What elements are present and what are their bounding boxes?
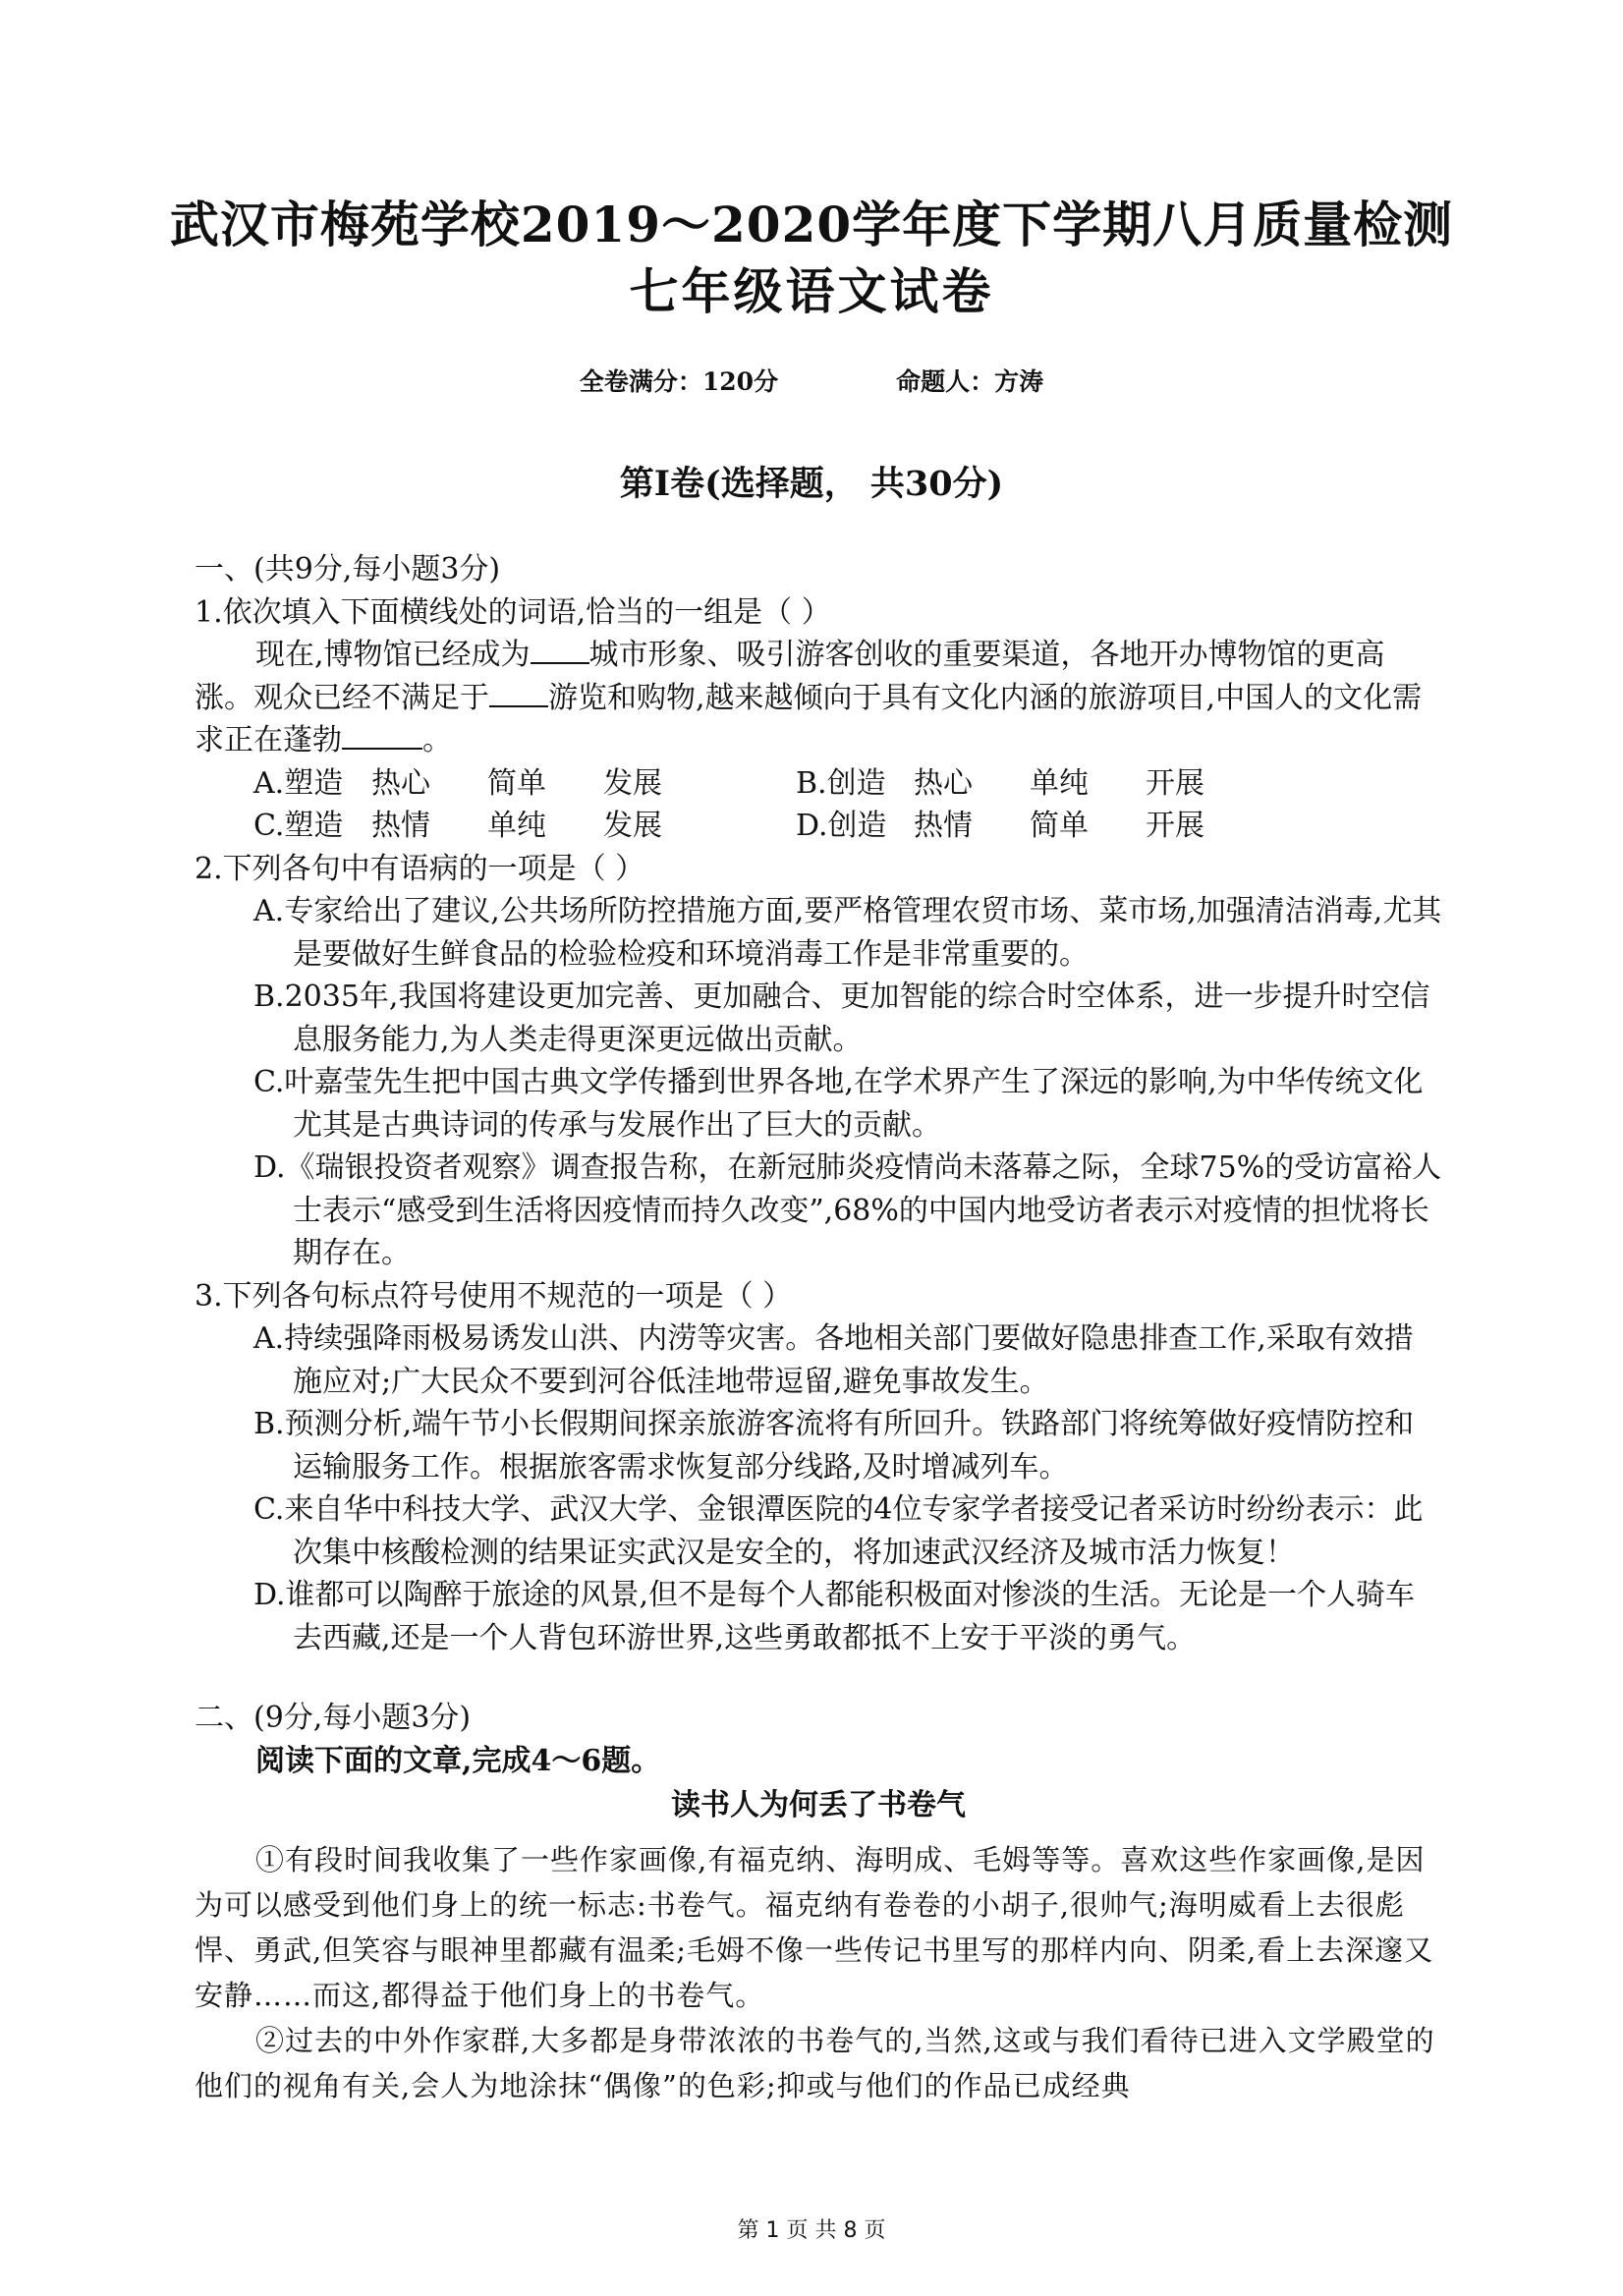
section2-heading: 二、(9分,每小题3分) — [195, 1701, 472, 1735]
q3-option-c: C.来自华中科技大学、武汉大学、金银潭医院的4位专家学者接受记者采访时纷纷表示：此次集中核酸检测的结果证实武汉是安全的，将加速武汉经济及城市活力恢复！ — [253, 1492, 1424, 1570]
full-score: 全卷满分：120分 — [579, 367, 779, 396]
q1-stem: 1.依次填入下面横线处的词语,恰当的一组是（ ） — [195, 594, 831, 630]
exam-title-line2: 七年级语文试卷 — [629, 262, 994, 320]
q1-options-row1: A.塑造 热心 简单 发展 B.创造 热心 单纯 开展 — [253, 765, 1204, 801]
q3-option-a: A.持续强降雨极易诱发山洪、内涝等灾害。各地相关部门要做好隐患排查工作,采取有效措施应对;广大民众不要到河谷低洼地带逗留,避免事故发生。 — [253, 1321, 1414, 1399]
volume-title: 第Ⅰ卷(选择题， 共30分) — [619, 464, 1004, 504]
exam-title-line1: 武汉市梅苑学校2019～2020学年度下学期八月质量检测 — [169, 196, 1454, 253]
exam-content — [195, 548, 1442, 2108]
q2-option-c: C.叶嘉莹先生把中国古典文学传播到世界各地,在学术界产生了深远的影响,为中华传统文化尤其是古典诗词的传承与发展作出了巨大的贡献。 — [253, 1065, 1424, 1143]
section1-heading: 一、(共9分,每小题3分) — [195, 552, 501, 587]
q2-option-b: B.2035年,我国将建设更加完善、更加融合、更加智能的综合时空体系，进一步提升时空信息服务能力,为人类走得更深更远做出贡献。 — [253, 980, 1430, 1057]
blank-1 — [531, 635, 589, 664]
page-footer: 第 1 页 共 8 页 — [737, 2218, 886, 2243]
q3-stem: 3.下列各句标点符号使用不规范的一项是（ ） — [195, 1278, 793, 1314]
q1-options-row2: C.塑造 热情 单纯 发展 D.创造 热情 简单 开展 — [253, 809, 1204, 843]
blank-3 — [342, 720, 422, 750]
q2-option-a: A.专家给出了建议,公共场所防控措施方面,要严格管理农贸市场、菜市场,加强清洁消毒,尤其是要做好生鲜食品的检验检疫和环境消毒工作是非常重要的。 — [253, 894, 1442, 972]
section2-instruction: 阅读下面的文章,完成4～6题。 — [255, 1743, 661, 1778]
blank-2 — [489, 678, 548, 707]
q3-option-d: D.谁都可以陶醉于旅途的风景,但不是每个人都能积极面对惨淡的生活。无论是一个人骑车去西藏,还是一个人背包环游世界,这些勇敢都抵不上安于平淡的勇气。 — [253, 1578, 1416, 1655]
author: 命题人：方涛 — [896, 367, 1044, 396]
q2-option-d: D.《瑞银投资者观察》调查报告称，在新冠肺炎疫情尚未落幕之际，全球75%的受访富裕人士表示“感受到生活将因疫情而持久改变”,68%的中国内地受访者表示对疫情的担忧将长期存在。 — [253, 1150, 1442, 1270]
article-para-2: ②过去的中外作家群,大多都是身带浓浓的书卷气的,当然,这或与我们看待已进入文学殿堂的他们的视角有关,会人为地涂抹“偶像”的色彩;抑或与他们的作品已成经典 — [195, 2023, 1435, 2102]
article-para-1: ①有段时间我收集了一些作家画像,有福克纳、海明成、毛姆等等。喜欢这些作家画像,是因为可以感受到他们身上的统一标志:书卷气。福克纳有卷卷的小胡子,很帅气;海明威看上去很彪悍、勇武,但笑容与眼神里都藏有温柔;毛姆不像一些传记书里写的那样内向、阴柔,看上去深邃又安静……而这,都得益于他们身上的书卷气。 — [195, 1842, 1434, 2012]
exam-meta — [0, 365, 1623, 399]
q3-option-b: B.预测分析,端午节小长假期间探亲旅游客流将有所回升。铁路部门将统筹做好疫情防控和运输服务工作。根据旅客需求恢复部分线路,及时增减列车。 — [253, 1407, 1415, 1484]
q2-stem: 2.下列各句中有语病的一项是（ ） — [195, 851, 645, 886]
article-title: 读书人为何丢了书卷气 — [671, 1788, 966, 1822]
q1-passage: 现在,博物馆已经成为 城市形象、吸引游客创收的重要渠道，各地开办博物馆的更高涨。观众已经不满足于 游览和购物,越来越倾向于具有文化内涵的旅游项目,中国人的文化需求正在蓬勃 。 — [195, 634, 1442, 762]
